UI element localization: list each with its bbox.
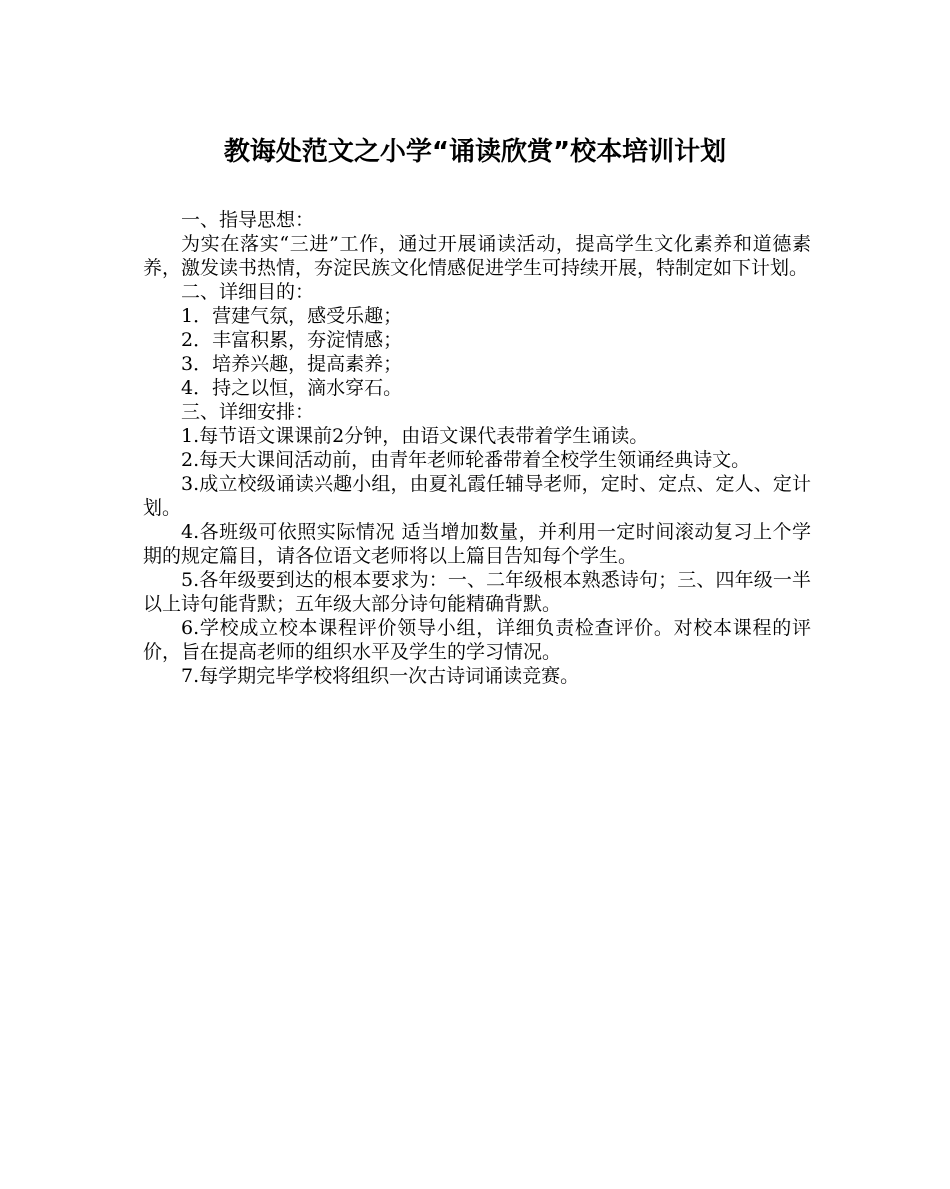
arrangement-item: 3.成立校级诵读兴趣小组，由夏礼霞任辅导老师，定时、定点、定人、定计划。	[143, 473, 811, 519]
arrangement-item: 7.每学期完毕学校将组织一次古诗词诵读竞赛。	[181, 665, 580, 687]
arrangement-item: 4.各班级可依照实际情况 适当增加数量，并利用一定时间滚动复习上个学期的规定篇目，请各位语文老师将以上篇目告知每个学生。	[143, 521, 811, 567]
arrangement-item: 6.学校成立校本课程评价领导小组，详细负责检查评价。对校本课程的评价，旨在提高老师的组织水平及学生的学习情况。	[143, 617, 811, 663]
document-body	[143, 208, 811, 688]
paragraph-guiding-thought: 为实在落实“三进”工作，通过开展诵读活动，提高学生文化素养和道德素养，激发读书热情，夯淀民族文化情感促进学生可持续开展，特制定如下计划。	[143, 233, 811, 279]
objective-item: 1．营建气氛，感受乐趣；	[181, 305, 403, 327]
section-heading-arrangements: 三、详细安排：	[181, 401, 315, 423]
objective-item: 2．丰富积累，夯淀情感；	[181, 329, 403, 351]
objective-item: 4．持之以恒，滴水穿石。	[181, 377, 403, 399]
section-heading-objectives: 二、详细目的：	[181, 281, 315, 303]
objective-item: 3．培养兴趣，提高素养；	[181, 353, 403, 375]
arrangement-item: 2.每天大课间活动前，由青年老师轮番带着全校学生领诵经典诗文。	[181, 449, 751, 471]
section-heading-guiding-thought: 一、指导思想：	[181, 209, 315, 231]
arrangement-item: 1.每节语文课课前2分钟，由语文课代表带着学生诵读。	[181, 425, 649, 447]
document-title: 教诲处范文之小学“诵读欣赏”校本培训计划	[223, 137, 727, 167]
arrangement-item: 5.各年级要到达的根本要求为：一、二年级根本熟悉诗句；三、四年级一半以上诗句能背默；五年级大部分诗句能精确背默。	[143, 569, 811, 615]
